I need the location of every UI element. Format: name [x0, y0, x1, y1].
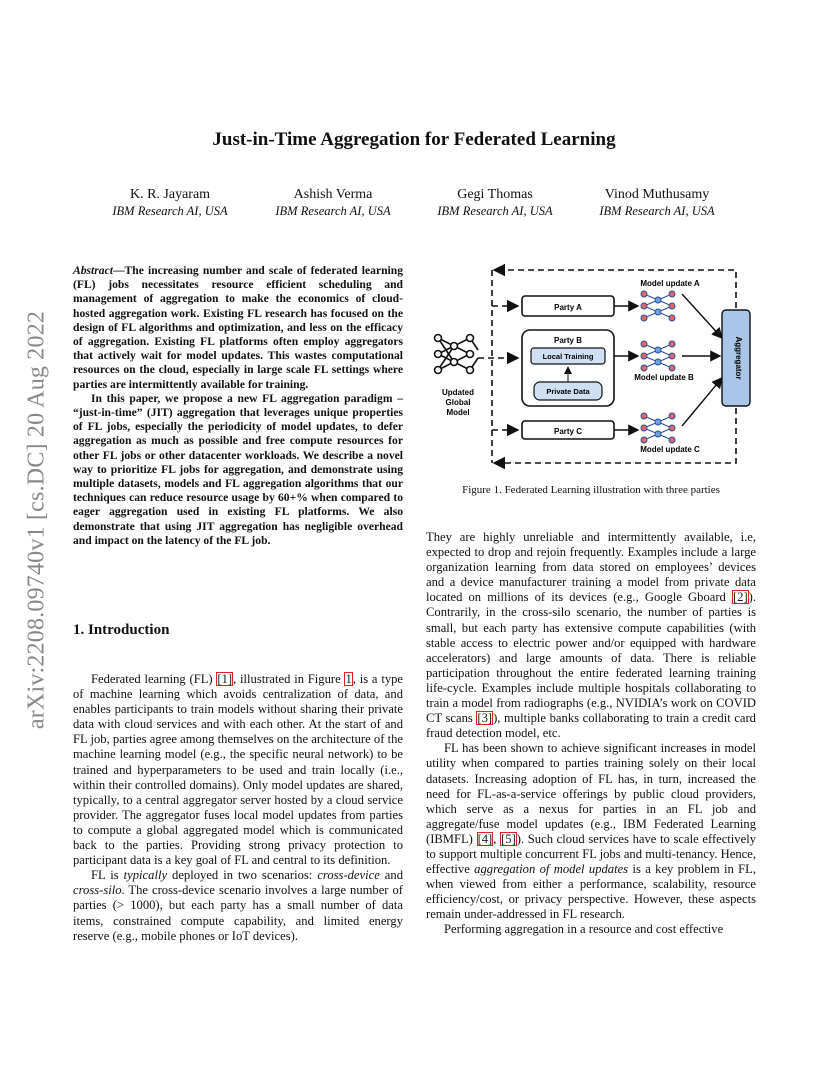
figure-federated-learning	[426, 258, 756, 473]
figure-diagram	[426, 258, 756, 473]
global-model-label: Global	[445, 398, 471, 407]
author-block	[410, 186, 580, 220]
author-name: Gegi Thomas	[457, 187, 533, 202]
emphasis: typically	[123, 868, 168, 883]
text-run: They are highly unreliable and intermittently available, i.e, expected to drop and rejoin frequently. Examples include a large organization learning from data stored on employees’ devices and a device manufacturer training a model from private data located on millions of its devices (e.g., Google Gboard	[426, 530, 756, 605]
abstract-text: —The increasing number and scale of federated learning (FL) jobs necessitates resource efficient scheduling and management of aggregation to make the economics of cloud-hosted aggregation work. Existing FL research has focused on the design of FL algorithms and optimization, and less on the efficacy of aggregation. Existing FL platforms often employ aggregators that actively wait for model updates. This wastes computational resources on the cloud, especially in large scale FL settings where parties are intermittently available for training.	[73, 264, 403, 391]
arxiv-id-text: arXiv:2208.09740v1 [cs.DC] 20 Aug 2022	[23, 310, 50, 730]
party-a-label: Party A	[554, 303, 582, 312]
text-run: ). Such cloud services have to scale effectively to support multiple concurrent FL jobs and multi-tenancy. Hence, effective	[426, 831, 756, 877]
left-column-body	[73, 672, 403, 944]
text-run: deployed in two scenarios:	[167, 868, 318, 883]
text-run: ). Contrarily, in the cross-silo scenario, the number of parties is small, but each party has extensive compute capabilities (with stable access to electric power and/or equipped with hardware accelerators) and large amounts of data. There is reliable participation throughout the entire federated learning training life-cycle. Examples include multiple hospitals collaborating to train a model from radiographs (e.g., NVIDIA’s work on COVID CT scans	[426, 590, 756, 726]
citation-link[interactable]: [4]	[477, 831, 493, 846]
section-heading: 1. Introduction	[73, 622, 170, 638]
abstract-paragraph: In this paper, we propose a new FL aggregation paradigm – “just-in-time” (JIT) aggregation that leverages unique properties of FL jobs, especially the periodicity of model updates, to defer aggregation as much as possible and free compute resources for other FL jobs or other datacenter workloads. We describe a novel way to prioritize FL jobs for aggregation, and demonstrate using multiple datasets, models and FL aggregation algorithms that our techniques can reduce resource usage by 60+% when compared to eager aggregation used in existing FL platforms. We also demonstrate that using JIT aggregation has negligible overhead and impact on the latency of the FL job.	[73, 391, 403, 547]
text-run: . The cross-device scenario involves a large number of parties (> 1000), but each party has a small number of data items, constrained compute capability, and limited energy reserve (e.g., mobile phones or IoT devices).	[73, 883, 403, 943]
aggregator-label: Aggregator	[734, 336, 743, 380]
text-run: and	[379, 868, 403, 883]
right-column-body	[426, 530, 756, 938]
private-data-label: Private Data	[546, 387, 590, 396]
author-block	[248, 186, 418, 220]
citation-link[interactable]: [1]	[217, 672, 233, 686]
author-affiliation: IBM Research AI, USA	[275, 204, 391, 218]
global-model-label: Updated	[442, 388, 474, 397]
body-paragraph	[426, 530, 756, 741]
figure-caption: Figure 1. Federated Learning illustration with three parties	[462, 484, 720, 496]
paper-title: Just-in-Time Aggregation for Federated Learning	[212, 129, 616, 150]
text-run: ,	[493, 831, 501, 846]
party-c-label: Party C	[553, 427, 583, 436]
figure-link[interactable]: 1	[345, 672, 352, 686]
author-name: Vinod Muthusamy	[604, 187, 710, 202]
body-paragraph	[73, 672, 403, 868]
model-update-network-icon	[641, 291, 675, 443]
author-name: K. R. Jayaram	[129, 187, 211, 202]
party-b-label: Party B	[553, 336, 583, 345]
citation-link[interactable]: [5]	[501, 831, 516, 846]
author-name: Ashish Verma	[293, 187, 373, 202]
citation-link[interactable]: [3]	[477, 711, 493, 726]
abstract-paragraph	[73, 264, 403, 392]
text-run: FL is	[91, 868, 124, 883]
text-run: ), multiple banks collaborating to train a credit card fraud detection model, etc.	[426, 711, 756, 741]
arxiv-identifier	[22, 280, 52, 760]
emphasis: aggregation of model updates	[474, 862, 629, 877]
local-training-label: Local Training	[542, 352, 594, 361]
neural-network-icon	[435, 335, 479, 374]
abstract	[73, 264, 403, 548]
model-update-a-label: Model update A	[640, 279, 700, 288]
abstract-label: Abstract	[73, 264, 113, 277]
citation-link[interactable]: [2]	[732, 590, 748, 605]
author-affiliation: IBM Research AI, USA	[599, 204, 715, 218]
body-paragraph	[426, 741, 756, 922]
author-block	[85, 186, 255, 220]
text-run: Federated learning (FL)	[91, 672, 217, 686]
body-paragraph	[73, 868, 403, 943]
model-update-c-label: Model update C	[640, 445, 700, 454]
text-run: , is a type of machine learning which avoids centralization of data, and enables participants to train models without sharing their private data with cloud services and with each other. At the start of and FL job, parties agree among themselves on the architecture of the machine learning model (e.g., the specific neural network) to be trained and hyperparameters to be used and train locally (i.e., within their controlled domains). Only model updates are shared, typically, to a central aggregator server hosted by a cloud service provider. The aggregator fuses local model updates from parties to compute a global aggregated model which is communicated back to the parties. Providing strong privacy protection to participant data is a key goal of FL and central to its definition.	[73, 672, 403, 868]
emphasis: cross-silo	[73, 883, 122, 898]
author-affiliation: IBM Research AI, USA	[112, 204, 228, 218]
author-block	[572, 186, 742, 220]
global-model-label: Model	[446, 408, 470, 417]
model-update-b-label: Model update B	[634, 373, 694, 382]
body-paragraph: Performing aggregation in a resource and cost effective	[444, 922, 724, 937]
emphasis: cross-device	[317, 868, 380, 883]
text-run: , illustrated in Figure	[233, 672, 345, 686]
author-affiliation: IBM Research AI, USA	[437, 204, 553, 218]
text-run: FL has been shown to achieve significant increases in model utility when compared to parties training solely on their local datasets. Increasing adoption of FL has, in turn, increased the need for FL-as-a-service offerings by public cloud providers, which serve as a nexus for parties in an FL job and aggregate/fuse model updates (e.g., IBM Federated Learning (IBMFL)	[426, 741, 756, 846]
text-run: is a key problem in FL, when viewed from either a performance, scalability, resource efficiency/cost, or privacy perspective. However, these aspects remain under-addressed in FL research.	[426, 862, 756, 922]
